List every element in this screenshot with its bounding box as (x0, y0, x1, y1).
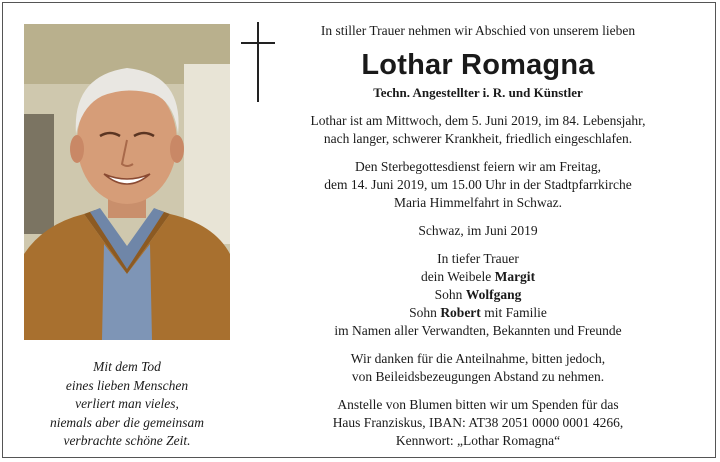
poem-line: verbrachte schöne Zeit. (63, 433, 191, 448)
thanks-line: von Beileidsbezeugungen Abstand zu nehmen. (351, 369, 605, 384)
mourner-son: Sohn Robert mit Familie (409, 305, 547, 320)
poem-line: Mit dem Tod (93, 359, 161, 374)
place-date: Schwaz, im Juni 2019 (418, 223, 538, 238)
mourner-wife: dein Weibele Margit (420, 269, 536, 284)
mourner-son: Sohn Wolfgang (434, 287, 522, 302)
memorial-poem (24, 358, 230, 451)
service-line: Maria Himmelfahrt in Schwaz. (394, 195, 562, 210)
intro-text: In stiller Trauer nehmen wir Abschied von unserem lieben (320, 23, 636, 38)
death-notice-line: nach langer, schwerer Krankheit, friedlich eingeschlafen. (323, 131, 633, 146)
service-line: dem 14. Juni 2019, um 15.00 Uhr in der Stadtpfarrkirche (324, 177, 632, 192)
mourners-heading: In tiefer Trauer (437, 251, 519, 266)
thanks-line: Wir danken für die Anteilnahme, bitten jedoch, (350, 351, 606, 366)
service-line: Den Sterbegottesdienst feiern wir am Freitag, (355, 159, 601, 174)
portrait-illustration (24, 24, 230, 340)
poem-line: verliert man vieles, (75, 396, 179, 411)
donation-line: Haus Franziskus, IBAN: AT38 2051 0000 0001 4266, (332, 415, 624, 430)
poem-line: niemals aber die gemeinsam (49, 414, 205, 430)
obituary-text (262, 22, 694, 450)
donation-line: Kennwort: „Lothar Romagna“ (395, 433, 561, 448)
donation-line: Anstelle von Blumen bitten wir um Spenden für das (337, 397, 619, 412)
deceased-role: Techn. Angestellter i. R. und Künstler (373, 85, 583, 100)
poem-line: eines lieben Menschen (65, 377, 189, 393)
mourners-all: im Namen aller Verwandten, Bekannten und Freunde (334, 323, 622, 338)
deceased-name: Lothar Romagna (361, 49, 595, 81)
portrait-photo (24, 24, 230, 340)
death-notice-line: Lothar ist am Mittwoch, dem 5. Juni 2019, im 84. Lebensjahr, (310, 113, 646, 128)
